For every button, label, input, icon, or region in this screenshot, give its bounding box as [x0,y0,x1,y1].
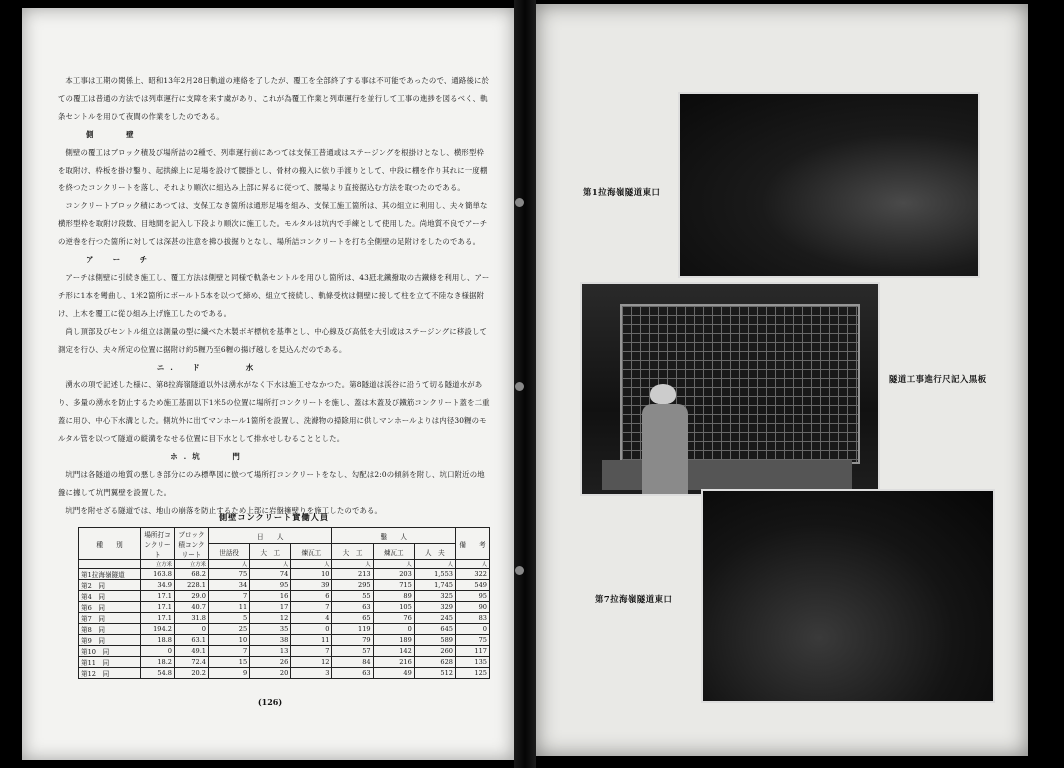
binding-ring [515,382,524,391]
table-cell: 549 [456,580,490,591]
table-row [79,657,490,668]
photo-caption: 第1拉海嶺隧道東口 [583,187,661,197]
unit-cell: 立方米 [175,560,209,569]
table-cell: 89 [373,591,414,602]
table-cell: 79 [332,635,373,646]
units-row [79,560,490,569]
table-cell: 11 [291,635,332,646]
table-cell: 189 [373,635,414,646]
table-cell: 76 [373,613,414,624]
table-cell: 216 [373,657,414,668]
table-cell: 105 [373,602,414,613]
table-cell: 589 [414,635,455,646]
table-cell: 26 [250,657,291,668]
paragraph: 湧水の項で記述した様に、第8拉海嶺隧道以外は湧水がなく下水は施工せなかつた。第8隧道は渓谷に沿うて切る隧道水があり、多量の湧水を防止するため施工基面以下1米5の位置に場所打コンクリートを施し、蓋は木蓋及び鐵筋コンクリート蓋を二重蓋に用ひ、中心下水溝とした。側坑外に出てマンホール1箇所を設置し、洗滌物の掃除用に供しマンホールよりは内径30糎のモルタル管を以つて隧道の縦溝をなせる位置に目下水として排水せしむることとした。 [58,380,490,444]
table-cell: 715 [373,580,414,591]
table-cell: 1,745 [414,580,455,591]
table-cell: 17.1 [141,602,175,613]
paragraph: 坑門は各隧道の地質の悪しき部分にのみ標準図に倣つて場所打コンクリートをなし、勾配は2:0の傾斜を附し、坑口附近の地盤に據して坑門翼壁を設置した。 [58,469,485,497]
tunnel-portal-photo [701,489,995,703]
paragraph: 尚し頂部及びセントル組立は測量の型に繊べた木製ボギ標杭を基準とし、中心線及び高低を大引或はステージングに移設して測定を行ひ、夫々所定の位置に据附け約5糎乃至6糎の揚げ越しを見込んだのである。 [58,326,488,354]
table-cell: 7 [291,602,332,613]
page-number: (126) [257,697,283,707]
photo-caption: 第7拉海嶺隧道東口 [595,594,673,604]
table-cell: 329 [414,602,455,613]
table-cell: 68.2 [175,569,209,580]
table-cell: 3 [291,668,332,679]
table-cell: 628 [414,657,455,668]
table-cell: 213 [332,569,373,580]
table-cell: 55 [332,591,373,602]
table-cell: 63 [332,602,373,613]
table-cell: 15 [209,657,250,668]
table-cell: 13 [250,646,291,657]
table-cell: 49 [373,668,414,679]
table-cell: 10 [209,635,250,646]
table-row [79,646,490,657]
table-cell: 35 [250,624,291,635]
table-cell: 18.8 [141,635,175,646]
table-row [79,668,490,679]
table-cell: 34.9 [141,580,175,591]
section-heading: ア ー チ [86,255,153,265]
table-cell: 第7 同 [79,613,141,624]
table-cell: 20.2 [175,668,209,679]
paragraph: 側壁の覆工はブロック積及び場所詰の2種で、列車運行前にあつては支保工普通或はステージングを根掛けとなし、横形型枠を取附け、枠板を掛け鑿り、起拱線上に足場を設けて腰掛とし、骨材の搬入に依り手渡りとして、中段に棚を作り其れに一度棚を終つたコンクリートを落し、それより順次に組込み上部に昇るに従つて、腰場より直接据込む方法を取つたのである。 [58,147,488,193]
table-cell: 第10 同 [79,646,141,657]
table-cell: 第11 同 [79,657,141,668]
unit-cell: 人 [456,560,490,569]
section-heading: 側 壁 [86,129,140,139]
table-cell: 4 [291,613,332,624]
unit-cell: 立方米 [141,560,175,569]
binding-ring [515,566,524,575]
unit-cell: 人 [209,560,250,569]
table-cell: 0 [373,624,414,635]
table-header: 日 人 [209,528,332,544]
table-cell: 74 [250,569,291,580]
table-row [79,580,490,591]
table-cell: 63.1 [175,635,209,646]
table-cell: 17.1 [141,591,175,602]
table-cell: 119 [332,624,373,635]
table-subheader: 大 工 [250,544,291,560]
table-cell: 125 [456,668,490,679]
table-cell: 65 [332,613,373,624]
binding-ring [515,198,524,207]
table-cell: 18.2 [141,657,175,668]
table-subheader: 人 夫 [414,544,455,560]
table-cell: 54.8 [141,668,175,679]
table-cell: 7 [209,591,250,602]
table-subheader: 世話役 [209,544,250,560]
table-cell: 95 [456,591,490,602]
table-cell: 295 [332,580,373,591]
paragraph: コンクリートブロック積にあつては、支保工なき箇所は通形足場を組み、支保工施工箇所は、其の組立に利用し、夫々簡単な横形型枠を取附け段数、目地間を記入し下段より順次に施工した。モルタルは坑内で手練として使用した。尚地質不良でアーチの逆巻を行つた箇所に対しては深甚の注意を拂ひ拔掘りとなし、場所詰コンクリートを打ち全側壁の足附けをしたのである。 [58,201,488,247]
table-cell: 0 [291,624,332,635]
table-cell: 9 [209,668,250,679]
table-cell: 142 [373,646,414,657]
table-cell: 135 [456,657,490,668]
table-cell: 95 [250,580,291,591]
unit-cell [79,560,141,569]
table-cell: 第6 同 [79,602,141,613]
table-cell: 63 [332,668,373,679]
table-cell: 203 [373,569,414,580]
table-cell: 75 [209,569,250,580]
unit-cell: 人 [332,560,373,569]
table-subheader: 大 工 [332,544,373,560]
table-cell: 16 [250,591,291,602]
table-cell: 12 [291,657,332,668]
table-cell: 75 [456,635,490,646]
table-cell: 0 [175,624,209,635]
table-cell: 260 [414,646,455,657]
tunnel-portal-photo [678,92,980,278]
unit-cell: 人 [373,560,414,569]
table-cell: 29.0 [175,591,209,602]
table-cell: 57 [332,646,373,657]
table-cell: 第9 同 [79,635,141,646]
table-cell: 84 [332,657,373,668]
table-cell: 163.8 [141,569,175,580]
table-cell: 第8 同 [79,624,141,635]
table-cell: 5 [209,613,250,624]
table-cell: 10 [291,569,332,580]
body-text [58,72,490,520]
table-cell: 49.1 [175,646,209,657]
table-cell: 228.1 [175,580,209,591]
table-cell: 20 [250,668,291,679]
section-heading: ホ.坑 門 [170,452,246,462]
table-cell: 90 [456,602,490,613]
table-cell: 7 [291,646,332,657]
worker-figure [634,384,694,496]
table-body [79,560,490,679]
paragraph: 坑門を附せざる隧道では、地山の崩落を防止するため上部に岩盤擁壁りを施工したのである。 [65,505,383,515]
progress-board-photo [580,282,880,496]
table-cell: 17.1 [141,613,175,624]
table-cell: 17 [250,602,291,613]
table-cell: 第1拉海嶺隧道 [79,569,141,580]
table-header: ブロック積コンクリート [175,528,209,560]
table-cell: 第2 同 [79,580,141,591]
table-cell: 117 [456,646,490,657]
table-cell: 194.2 [141,624,175,635]
labor-table [78,527,490,679]
table-cell: 6 [291,591,332,602]
table-row [79,624,490,635]
table-cell: 0 [141,646,175,657]
table-cell: 645 [414,624,455,635]
table-row [79,635,490,646]
table-cell: 325 [414,591,455,602]
table-cell: 12 [250,613,291,624]
table-header: 種 別 [79,528,141,560]
paragraph: 本工事は工期の関係上、昭和13年2月28日軌道の連絡を了したが、覆工を全部終了する事は不可能であったので、通路後に於ての覆工は普通の方法では列車運行に支障を来す虞があり、これが為覆工作業と列車運行を並行して工事の進捗を図るべく、軌条セントルを用ひて夜間の作業をしたのである。 [58,76,490,121]
photo-caption: 隧道工事進行尺記入黒板 [889,374,987,384]
table-cell: 322 [456,569,490,580]
table-cell: 25 [209,624,250,635]
unit-cell: 人 [291,560,332,569]
table-header: 備 考 [456,528,490,560]
worker-body [642,404,688,496]
table-cell: 83 [456,613,490,624]
table-row [79,602,490,613]
table-header: 場所打コンクリート [141,528,175,560]
table-cell: 512 [414,668,455,679]
worker-cap [650,384,676,404]
table-cell: 1,553 [414,569,455,580]
table-cell: 245 [414,613,455,624]
table-cell: 38 [250,635,291,646]
table-subheader: 煉瓦工 [373,544,414,560]
section-heading: ニ. ド 水 [156,362,260,372]
table-cell: 72.4 [175,657,209,668]
table-row [79,569,490,580]
table-cell: 11 [209,602,250,613]
unit-cell: 人 [414,560,455,569]
table-cell: 31.8 [175,613,209,624]
table-cell: 34 [209,580,250,591]
table-header: 鑿 人 [332,528,456,544]
table-title: 側壁コンクリート實働人員 [218,512,330,522]
table-cell: 39 [291,580,332,591]
table-row [79,613,490,624]
table-cell: 第12 同 [79,668,141,679]
table-cell: 第4 同 [79,591,141,602]
table-cell: 7 [209,646,250,657]
table-row [79,591,490,602]
unit-cell: 人 [250,560,291,569]
table-subheader: 煉瓦工 [291,544,332,560]
table-cell: 40.7 [175,602,209,613]
paragraph: アーチは側壁に引続き施工し、覆工方法は側壁と同様で軌条セントルを用ひし箇所は、43瓩北鐵撥取の古鐵條を利用し、アーチ形に1本を彎曲し、1米2箇所にボールト5本を以つて締め、組立て接続し、軌條受枕は側壁に接して柱を立て不陸なき様据附け、上木を覆工に從ひ組み上げ施工したのである。 [58,272,490,318]
table-cell: 0 [456,624,490,635]
